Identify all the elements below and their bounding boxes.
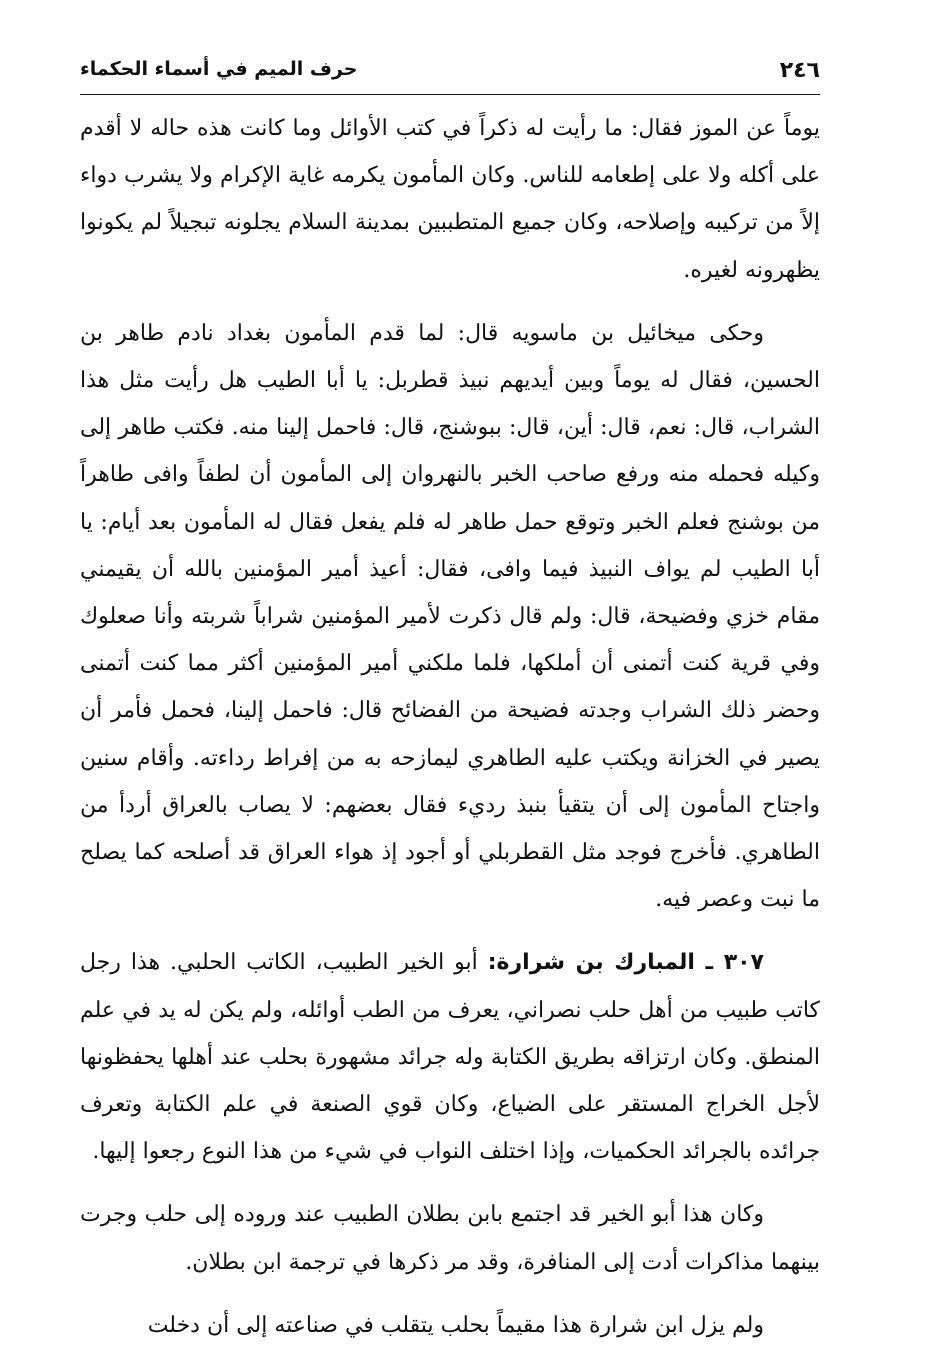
page-body xyxy=(80,105,820,1349)
entry-text: أبو الخير الطبيب، الكاتب الحلبي. هذا رجل كاتب طبيب من أهل حلب نصراني، يعرف من الطب أوائله، ولم يكن له يد في علم المنطق. وكان ارتزاقه بطريق الكتابة وله جرائد مشهورة بحلب عند أهلها يحفظونها لأجل الخراج المستقر على الضياع، وكان قوي الصنعة في علم الكتابة وتعرف جرائده بالجرائد الحكميات، وإذا اختلف النواب في شيء من هذا النوع رجعوا إليها. xyxy=(80,950,820,1165)
page-header xyxy=(80,52,820,95)
paragraph-1: يوماً عن الموز فقال: ما رأيت له ذكراً في كتب الأوائل وما كانت هذه حاله لا أقدم على أكله ولا على إطعامه للناس. وكان المأمون يكرمه غاية الإكرام ولا يشرب دواء إلاً من تركيبه وإصلاحه، وكان جميع المتطببين بمدينة السلام يجلونه تبجيلاً لم يكونوا يظهرونه لغيره. xyxy=(80,116,820,283)
entry-heading: ٣٠٧ ـ المبارك بن شرارة: xyxy=(487,950,764,976)
paragraph-2: وحكى ميخائيل بن ماسويه قال: لما قدم المأمون بغداد نادم طاهر بن الحسين، فقال له يوماً وبين أيديهم نبيذ قطربل: يا أبا الطيب هل رأيت مثل هذا الشراب، قال: نعم، قال: أين، قال: ببوشنج، قال: فاحمل إلينا منه. فكتب طاهر إلى وكيله فحمله منه ورفع صاحب الخبر بالنهروان إلى المأمون أن لطفاً وافى طاهراً من بوشنج فعلم الخبر وتوقع حمل طاهر له فلم يفعل فقال له المأمون بعد أيام: يا أبا الطيب لم يواف النبيذ فيما وافى، فقال: أعيذ أمير المؤمنين بالله أن يقيمني مقام خزي وفضيحة، قال: ولم قال ذكرت لأمير المؤمنين شراباً شربته وأنا صعلوك وفي قرية كنت أتمنى أن أملكها، فلما ملكني أمير المؤمنين أكثر مما كنت أتمنى وحضر ذلك الشراب وجدته فضيحة من الفضائح قال: فاحمل إلينا، فحمل فأمر أن يصير في الخزانة ويكتب عليه الطاهري ليمازحه به من إفراط رداءته. وأقام سنين واجتاح المأمون إلى أن يتقيأ بنبذ رديء فقال بعضهم: لا يصاب بالعراق أردأ من الطاهري. فأخرج فوجد مثل القطربلي أو أجود إذ هواء العراق قد أصلحه كما يصلح ما نبت وعصر فيه. xyxy=(80,320,820,913)
paragraph-3-entry xyxy=(80,939,820,1175)
paragraph-4: وكان هذا أبو الخير قد اجتمع بابن بطلان الطبيب عند وروده إلى حلب وجرت بينهما مذاكرات أدت إلى المنافرة، وقد مر ذكرها في ترجمة ابن بطلان. xyxy=(80,1202,820,1275)
paragraph-5: ولم يزل ابن شرارة هذا مقيماً بحلب يتقلب في صناعته إلى أن دخلت xyxy=(147,1312,764,1338)
page-number: ٢٤٦ xyxy=(779,58,820,83)
running-title: حرف الميم في أسماء الحكماء xyxy=(80,58,358,80)
